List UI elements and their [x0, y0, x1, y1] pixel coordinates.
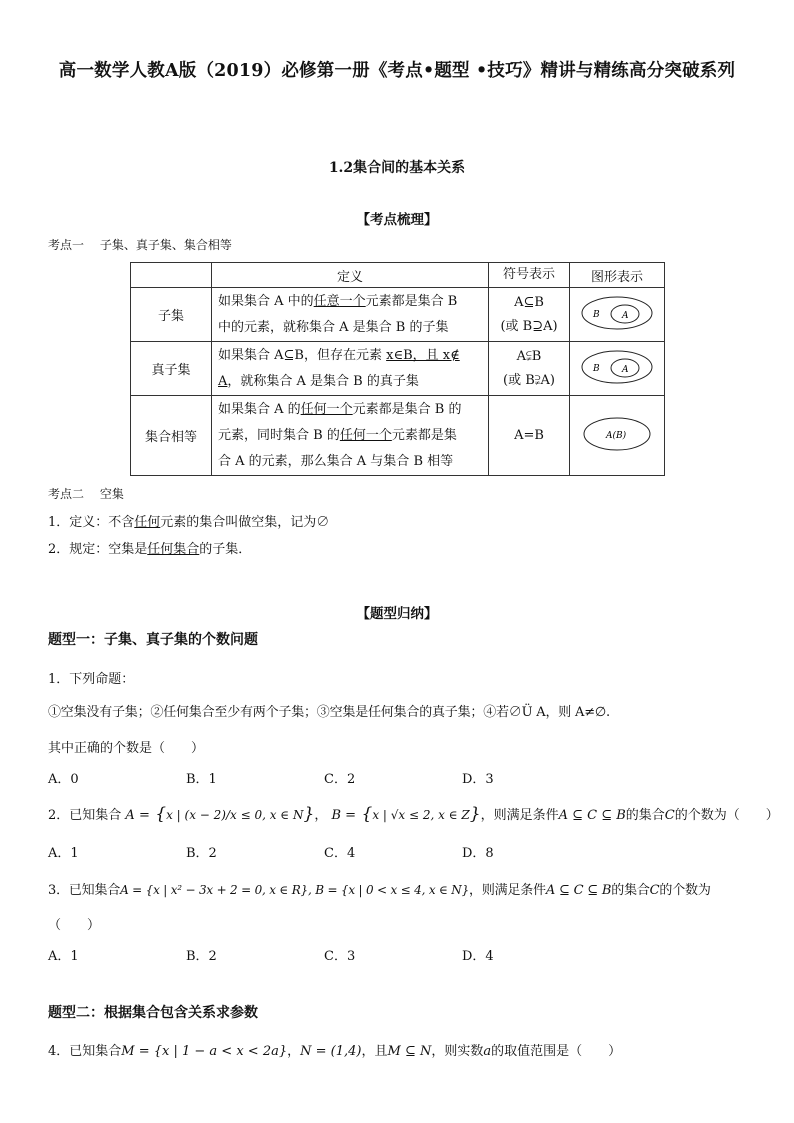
q4-set-m: M = {x | 1 − a < x < 2a}: [121, 1044, 288, 1059]
question-3-stem: 3．已知集合A = {x | x² − 3x + 2 = 0, x ∈ R}, B = {x | 0 < x ≤ 4, x ∈ N}，则满足条件A ⊆ C ⊆ B的集合C的个数为: [48, 883, 711, 898]
option-c[interactable]: C．2: [324, 772, 356, 787]
option-b[interactable]: B．2: [186, 949, 217, 964]
table-header-row: [131, 263, 665, 288]
table-row-proper-subset: [131, 342, 665, 396]
option-d[interactable]: D．8: [462, 846, 494, 861]
row-sym-proper-subset: A⫋B (或 B⫌A): [489, 342, 570, 396]
option-b[interactable]: B．1: [186, 772, 217, 787]
empty-set-rule: 2．规定：空集是任何集合的子集．: [48, 542, 252, 557]
q2-condition: A ⊆ C ⊆ B: [558, 808, 626, 823]
row-fig-subset: [570, 288, 665, 342]
venn-proper-subset-figure: [577, 347, 657, 387]
option-a[interactable]: A．1: [48, 846, 79, 861]
question-3-paren: （ ）: [48, 918, 101, 933]
question-3-options: [48, 945, 600, 964]
row-name-proper-subset: 真子集: [131, 342, 212, 396]
q4-set-n: N = (1,4): [300, 1044, 362, 1059]
kaodian-1-heading: 考点一 子集、真子集、集合相等: [48, 238, 232, 252]
table-header-figure: 图形表示: [570, 263, 665, 288]
option-c[interactable]: C．3: [324, 949, 356, 964]
question-2-stem: 2．已知集合 A = {x | (x − 2)/x ≤ 0, x ∈ N}， B = {x | √x ≤ 2, x ∈ Z}，则满足条件A ⊆ C ⊆ B的集合C的个数为（ ）: [48, 804, 779, 824]
option-d[interactable]: D．4: [462, 949, 494, 964]
svg-text:B: B: [593, 309, 600, 320]
row-sym-set-equality: A=B: [489, 396, 570, 476]
row-name-set-equality: 集合相等: [131, 396, 212, 476]
definition-table: [130, 262, 665, 476]
svg-text:A(B): A(B): [606, 430, 627, 441]
question-4-stem: 4．已知集合M = {x | 1 − a < x < 2a}，N = (1,4)，且M ⊆ N，则实数a的取值范围是（ ）: [48, 1044, 622, 1059]
row-fig-set-equality: [570, 396, 665, 476]
q2-set-a: A = {x | (x − 2)/x ≤ 0, x ∈ N}: [125, 804, 315, 824]
table-header-symbol: 符号表示: [489, 263, 570, 288]
svg-text:A: A: [622, 310, 629, 321]
venn-equal-figure: [577, 414, 657, 454]
section-heading-tixing: 【题型归纳】: [356, 606, 438, 622]
option-c[interactable]: C．4: [324, 846, 356, 861]
table-row-subset: [131, 288, 665, 342]
row-name-subset: 子集: [131, 288, 212, 342]
row-def-set-equality: 如果集合 A 的任何一个元素都是集合 B 的 元素，同时集合 B 的任何一个元素都是集 合 A 的元素，那么集合 A 与集合 B 相等: [212, 396, 489, 476]
page-title: 1.2集合间的基本关系: [328, 160, 466, 176]
row-fig-proper-subset: [570, 342, 665, 396]
question-2-options: [48, 842, 600, 861]
option-a[interactable]: A．1: [48, 949, 79, 964]
svg-text:A: A: [622, 364, 629, 375]
venn-subset-figure: [577, 293, 657, 333]
svg-text:B: B: [593, 363, 600, 374]
option-a[interactable]: A．0: [48, 772, 79, 787]
table-header-empty: [131, 263, 212, 288]
q2-set-b: B = {x | √x ≤ 2, x ∈ Z}: [331, 804, 481, 824]
problem-type-2-heading: 题型二：根据集合包含关系求参数: [48, 1005, 258, 1021]
option-d[interactable]: D．3: [462, 772, 494, 787]
table-header-definition: 定义: [212, 263, 489, 288]
question-1-statements: ①空集没有子集；②任何集合至少有两个子集；③空集是任何集合的真子集；④若∅Ü A，则 A≠∅.: [48, 705, 610, 720]
row-def-subset: 如果集合 A 中的任意一个元素都是集合 B 中的元素，就称集合 A 是集合 B 的子集: [212, 288, 489, 342]
row-sym-subset: A⊆B (或 B⊇A): [489, 288, 570, 342]
row-def-proper-subset: 如果集合 A⊆B，但存在元素 x∈B，且 x∉ A，就称集合 A 是集合 B 的真子集: [212, 342, 489, 396]
empty-set-definition: 1．定义：不含任何元素的集合叫做空集，记为∅: [48, 515, 330, 530]
option-b[interactable]: B．2: [186, 846, 217, 861]
q3-sets: A = {x | x² − 3x + 2 = 0, x ∈ R}, B = {x | 0 < x ≤ 4, x ∈ N}: [120, 883, 470, 897]
problem-type-1-heading: 题型一：子集、真子集的个数问题: [48, 632, 258, 648]
section-heading-kaodian: 【考点梳理】: [356, 212, 438, 228]
question-1-prompt: 其中正确的个数是（ ）: [48, 741, 205, 756]
document-header: 高一数学人教A版（2019）必修第一册《考点•题型 •技巧》精讲与精练高分突破系列: [58, 61, 736, 81]
table-row-set-equality: [131, 396, 665, 476]
question-1-options: [48, 768, 600, 787]
question-1-stem: 1．下列命题：: [48, 672, 135, 687]
kaodian-2-heading: 考点二 空集: [48, 487, 124, 501]
